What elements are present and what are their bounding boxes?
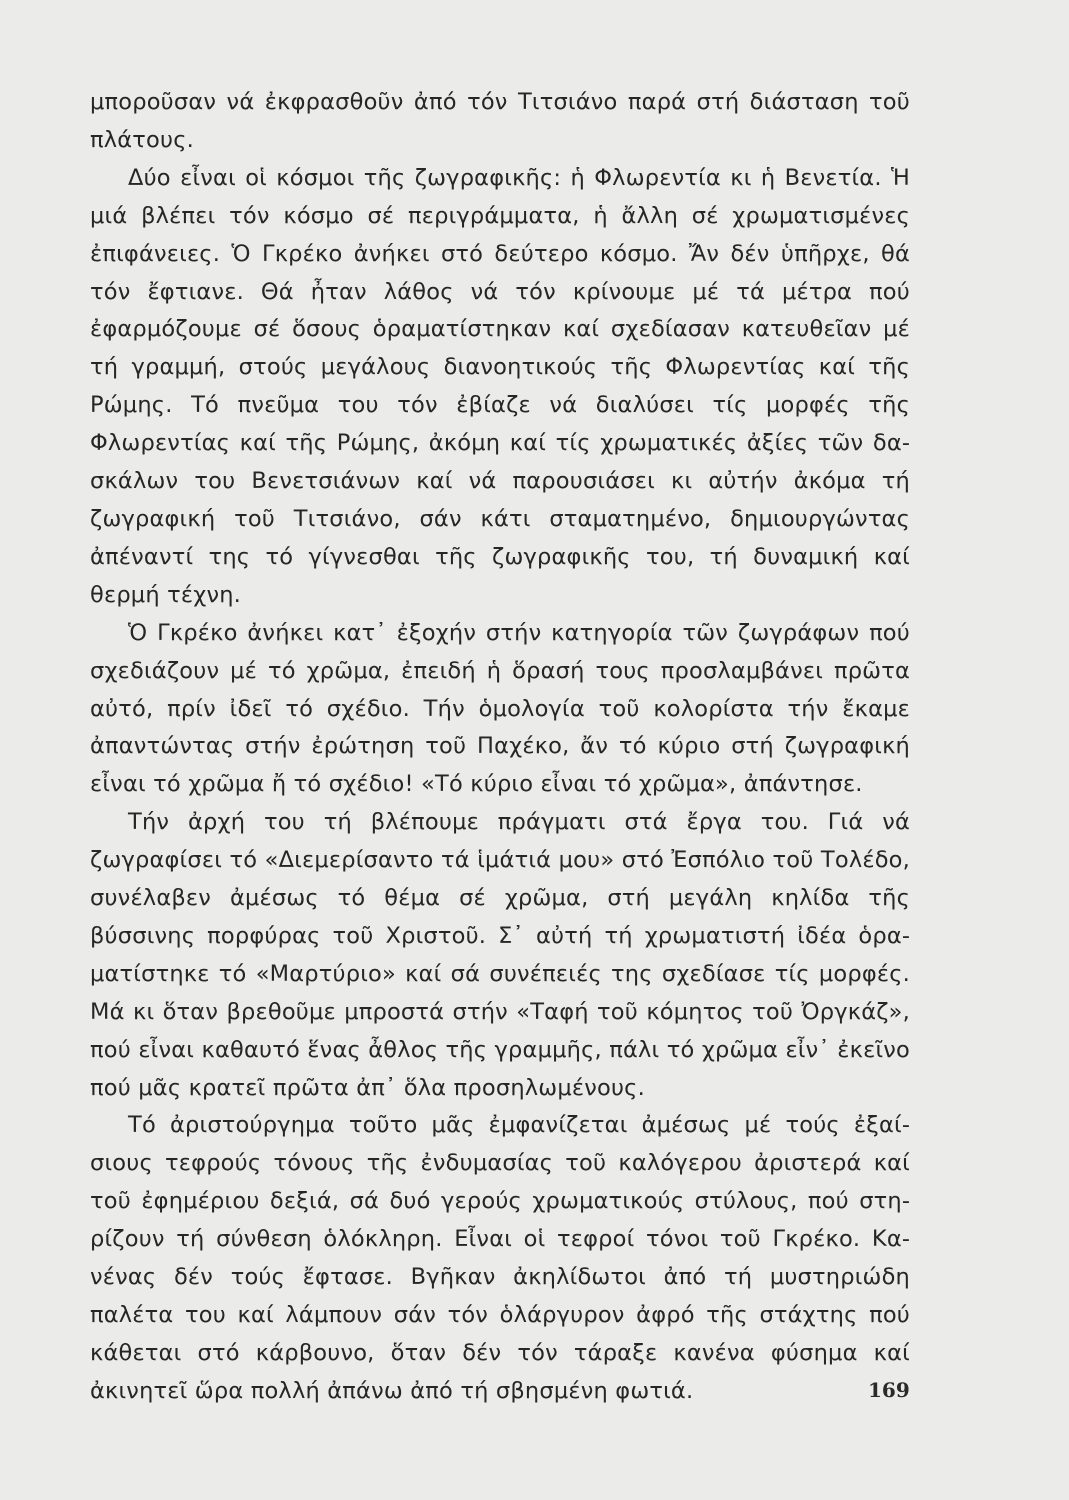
paragraph: Τήν ἀρχή του τή βλέπουμε πράγματι στά ἔργα του. Γιά νά ζωγραφίσει τό «Διεμερίσαντο τά ἱμάτιά μου» στό Ἐσπόλιο τοῦ Τολέδο, συνέλαβεν ἀμέσως τό θέμα σέ χρῶμα, στή μεγάλη κηλίδα τῆς βύσσινης πορφύρας τοῦ Χριστοῦ. Σ᾽ αὐτή τή χρωματιστή ἰδέα ὁραματίστηκε τό «Μαρτύριο» καί σά συνέπειές της σχεδίασε τίς μορφές. Μά κι ὅταν βρεθοῦμε μπροστά στήν «Ταφή τοῦ κόμητος τοῦ Ὀργκάζ», πού εἶναι καθαυτό ἕνας ἆθλος τῆς γραμμῆς, πάλι τό χρῶμα εἶν᾽ ἐκεῖνο πού μᾶς κρατεῖ πρῶτα ἀπ᾽ ὅλα προσηλωμένους. — [90, 809, 910, 1101]
body-text — [90, 84, 910, 1411]
paragraph: Ὁ Γκρέκο ἀνήκει κατ᾽ ἐξοχήν στήν κατηγορία τῶν ζωγράφων πού σχεδιάζουν μέ τό χρῶμα, ἐπειδή ἡ ὅρασή τους προσλαμβάνει πρῶτα αὐτό, πρίν ἰδεῖ τό σχέδιο. Τήν ὁμολογία τοῦ κολορίστα τήν ἔκαμε ἀπαντώντας στήν ἐρώτηση τοῦ Παχέκο, ἄν τό κύριο στή ζωγραφική εἶναι τό χρῶμα ἤ τό σχέδιο! «Τό κύριο εἶναι τό χρῶμα», ἀπάντησε. — [90, 619, 910, 798]
page-number: 169 — [868, 1378, 910, 1402]
paragraph: μποροῦσαν νά ἐκφρασθοῦν ἀπό τόν Τιτσιάνο παρά στή διάσταση τοῦ πλάτους. — [90, 89, 910, 153]
paragraph: Δύο εἶναι οἱ κόσμοι τῆς ζωγραφικῆς: ἡ Φλωρεντία κι ἡ Βενετία. Ἡ μιά βλέπει τόν κόσμο σέ περιγράμματα, ἡ ἄλλη σέ χρωματισμένες ἐπιφάνειες. Ὁ Γκρέκο ἀνήκει στό δεύτερο κόσμο. Ἄν δέν ὑπῆρχε, θά τόν ἔφτιανε. Θά ἦταν λάθος νά τόν κρίνουμε μέ τά μέτρα πού ἐφαρμόζουμε σέ ὅσους ὁραματίστηκαν καί σχεδίασαν κατευθεῖαν μέ τή γραμμή, στούς μεγάλους διανοητικούς τῆς Φλωρεντίας καί τῆς Ρώμης. Τό πνεῦμα του τόν ἐβίαζε νά διαλύσει τίς μορφές τῆς Φλωρεντίας καί τῆς Ρώμης, ἀκόμη καί τίς χρωματικές ἀξίες τῶν δασκάλων του Βενετσιάνων καί νά παρουσιάσει κι αὐτήν ἀκόμα τή ζωγραφική τοῦ Τιτσιάνο, σάν κάτι σταματημένο, δημιουργώντας ἀπέναντί της τό γίγνεσθαι τῆς ζωγραφικῆς του, τή δυναμική καί θερμή τέχνη. — [90, 164, 910, 608]
paragraph: Τό ἀριστούργημα τοῦτο μᾶς ἐμφανίζεται ἀμέσως μέ τούς ἐξαίσιους τεφρούς τόνους τῆς ἐνδυμασίας τοῦ καλόγερου ἀριστερά καί τοῦ ἐφημέριου δεξιά, σά δυό γερούς χρωματικούς στύλους, πού στηρίζουν τή σύνθεση ὁλόκληρη. Εἶναι οἱ τεφροί τόνοι τοῦ Γκρέκο. Κανένας δέν τούς ἔφτασε. Βγῆκαν ἀκηλίδωτοι ἀπό τή μυστηριώδη παλέτα του καί λάμπουν σάν τόν ὁλάργυρον ἀφρό τῆς στάχτης πού κάθεται στό κάρβουνο, ὅταν δέν τόν τάραξε κανένα φύσημα καί ἀκινητεῖ ὥρα πολλή ἀπάνω ἀπό τή σβησμένη φωτιά. — [90, 1112, 910, 1404]
